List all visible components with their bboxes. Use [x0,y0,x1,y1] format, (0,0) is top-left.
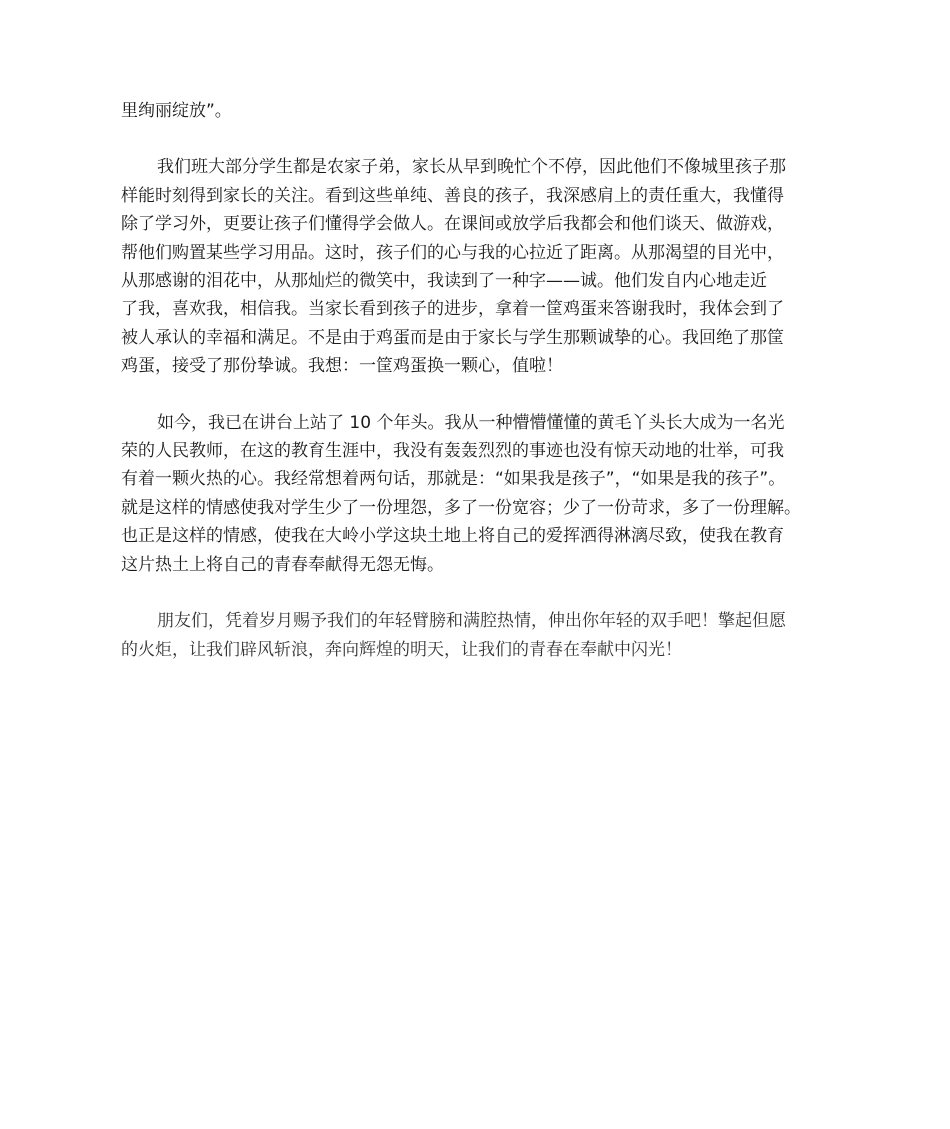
document-body [121,97,836,664]
text-line: 从那感谢的泪花中，从那灿烂的微笑中，我读到了一种字——诚。他们发自内心地走近 [121,271,767,292]
paragraph-ten-years [121,409,836,579]
text-line: 这片热土上将自己的青春奉献得无怨无悔。 [121,554,444,575]
text-line: 除了学习外，更要让孩子们懂得学会做人。在课间或放学后我都会和他们谈天、做游戏， [121,214,784,235]
text-line: 朋友们，凭着岁月赐予我们的年轻臂膀和满腔热情，伸出你年轻的双手吧！擎起但愿 [157,611,786,632]
text-line: 有着一颗火热的心。我经常想着两句话，那就是：“如果我是孩子”，“如果是我的孩子”。 [121,469,786,490]
text-line: 了我，喜欢我，相信我。当家长看到孩子的进步，拿着一筐鸡蛋来答谢我时，我体会到了 [121,299,784,320]
paragraph-students [121,153,836,380]
text-line: 也正是这样的情感，使我在大岭小学这块土地上将自己的爱挥洒得淋漓尽致，使我在教育 [121,526,784,547]
text-line: 鸡蛋，接受了那份挚诚。我想：一筐鸡蛋换一颗心，值啦！ [121,356,563,377]
text-line: 就是这样的情感使我对学生少了一份埋怨，多了一份宽容；少了一份苛求，多了一份理解。 [121,497,801,518]
text-line: 的火炬，让我们辟风斩浪，奔向辉煌的明天，让我们的青春在奉献中闪光！ [121,639,682,660]
paragraph-closing [121,607,836,664]
text-line: 样能时刻得到家长的关注。看到这些单纯、善良的孩子，我深感肩上的责任重大，我懂得 [121,185,784,206]
text-line: 帮他们购置某些学习用品。这时，孩子们的心与我的心拉近了距离。从那渴望的目光中， [121,242,784,263]
paragraph-gap [121,381,836,409]
text-line: 被人承认的幸福和满足。不是由于鸡蛋而是由于家长与学生那颗诚挚的心。我回绝了那筐 [121,327,784,348]
paragraph-continuation [121,97,836,125]
text-line: 荣的人民教师，在这的教育生涯中，我没有轰轰烈烈的事迹也没有惊天动地的壮举，可我 [121,441,784,462]
text-line: 里绚丽绽放”。 [121,101,232,121]
text-line: 我们班大部分学生都是农家子弟，家长从早到晚忙个不停，因此他们不像城里孩子那 [157,157,786,178]
paragraph-gap [121,579,836,607]
paragraph-gap [121,125,836,153]
text-line: 如今，我已在讲台上站了 10 个年头。我从一种懵懵懂懂的黄毛丫头长大成为一名光 [157,412,785,433]
